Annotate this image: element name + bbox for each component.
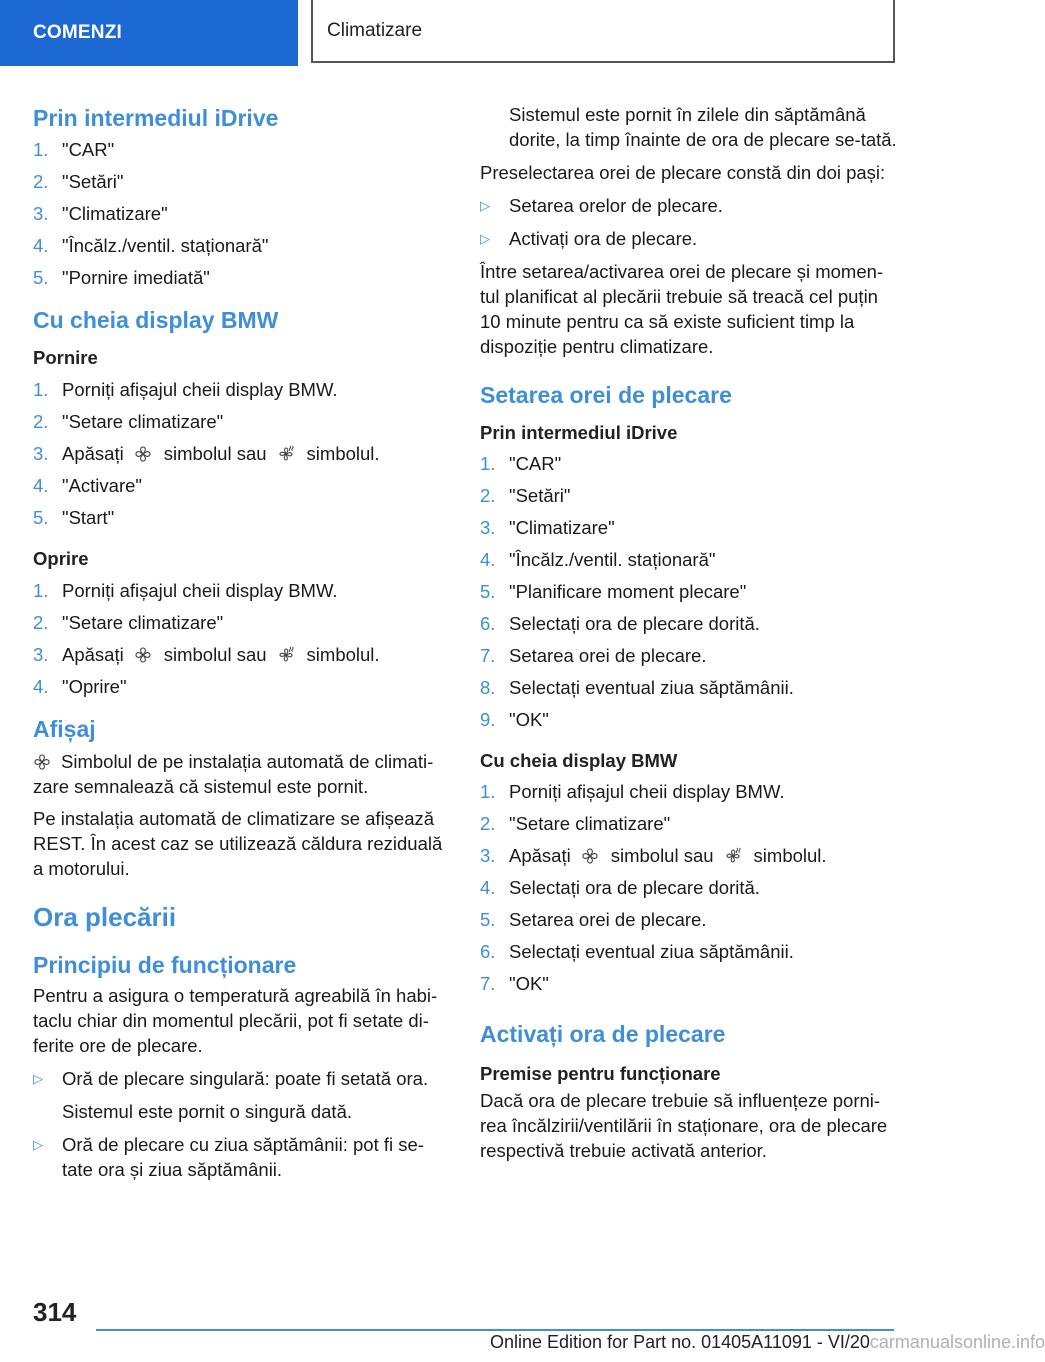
list-item: 2. "Setare climatizare"	[480, 813, 671, 834]
prereq-paragraph: Dacă ora de plecare trebuie să influențeze porni-rea încălzirii/ventilării în staționare, ora de plecare respectivă trebuie activată anterior.	[480, 1090, 888, 1161]
list-item: ▷ Setarea orelor de plecare.	[480, 195, 723, 216]
display-paragraph-1: Simbolul de pe instalația automată de climati-zare semnalează că sistemul este pornit.	[33, 751, 434, 797]
list-item: 4. "Încălz./ventil. staționară"	[480, 549, 716, 570]
list-item: 1. "CAR"	[480, 453, 562, 474]
list-item: 3. Apăsați simbolul sau simbolul.	[33, 644, 380, 665]
bullet-sub-paragraph: Sistemul este pornit o singură dată.	[62, 1101, 352, 1122]
right-column	[480, 102, 900, 1163]
stop-steps-list	[33, 575, 451, 703]
principle-heading: Principiu de funcționare	[33, 952, 297, 978]
preselect-paragraph: Preselectarea orei de plecare constă din doi pași:	[480, 162, 886, 183]
key-subheading: Cu cheia display BMW	[480, 750, 678, 771]
activate-heading: Activați ora de plecare	[480, 1021, 726, 1047]
page-number: 314	[33, 1297, 77, 1327]
chapter-title: Climatizare	[311, 0, 895, 63]
list-item: 5. "Pornire imediată"	[33, 267, 210, 288]
continuation-paragraph: Sistemul este pornit în zilele din săptămână dorite, la timp înainte de ora de plecare se-tată.	[509, 104, 897, 150]
footer-divider	[96, 1329, 894, 1331]
list-item: 2. "Setare climatizare"	[33, 612, 224, 633]
list-item: 1. Porniți afișajul cheii display BMW.	[480, 781, 785, 802]
list-item: ▷ Activați ora de plecare.	[480, 228, 698, 249]
watermark: carmanualsonline.info	[869, 1332, 1045, 1352]
display-paragraph-2: Pe instalația automată de climatizare se afișează REST. În acest caz se utilizează căldura reziduală a motorului.	[33, 808, 443, 879]
set-departure-heading: Setarea orei de plecare	[480, 382, 732, 408]
list-item: 4. "Activare"	[33, 475, 142, 496]
fan-icon	[134, 445, 152, 463]
list-item: 2. "Setări"	[480, 485, 571, 506]
fan-icon	[581, 847, 599, 865]
page-header	[0, 0, 960, 66]
start-steps-list	[33, 374, 451, 534]
triangle-bullet-icon: ▷	[480, 198, 490, 213]
departure-heading: Ora plecării	[33, 902, 177, 932]
fan-icon	[134, 646, 152, 664]
list-item: 5. "Start"	[33, 507, 115, 528]
list-item: 6. Selectați ora de plecare dorită.	[480, 613, 760, 634]
list-item: 4. "Oprire"	[33, 676, 127, 697]
list-item: 5. "Planificare moment plecare"	[480, 581, 747, 602]
list-item: 2. "Setări"	[33, 171, 124, 192]
set-key-steps-list	[480, 776, 900, 1000]
fan-heat-icon	[724, 847, 742, 865]
departure-types-list-2	[33, 1132, 451, 1182]
list-item: 1. "CAR"	[33, 139, 115, 160]
principle-paragraph: Pentru a asigura o temperatură agreabilă în habi-taclu chiar din momentul plecării, pot fi setate di-ferite ore de plecare.	[33, 985, 438, 1056]
footer-edition: Online Edition for Part no. 01405A11091 - VI/20carmanualsonline.info	[490, 1332, 1045, 1352]
display-heading: Afișaj	[33, 716, 96, 742]
list-item: ▷ Oră de plecare singulară: poate fi setată ora.	[33, 1068, 429, 1089]
list-item: 1. Porniți afișajul cheii display BMW.	[33, 580, 338, 601]
list-item: 7. Setarea orei de plecare.	[480, 645, 707, 666]
fan-heat-icon	[277, 445, 295, 463]
departure-types-list	[33, 1066, 451, 1091]
list-item: 3. Apăsați simbolul sau simbolul.	[33, 443, 380, 464]
fan-heat-icon	[277, 646, 295, 664]
set-idrive-steps-list	[480, 448, 900, 736]
key-heading: Cu cheia display BMW	[33, 307, 279, 333]
idrive-subheading: Prin intermediul iDrive	[480, 422, 678, 443]
preselect-steps-list	[480, 193, 900, 251]
list-item: 3. Apăsați simbolul sau simbolul.	[480, 845, 827, 866]
triangle-bullet-icon: ▷	[33, 1071, 43, 1086]
list-item: 6. Selectați eventual ziua săptămânii.	[480, 941, 794, 962]
list-item: 2. "Setare climatizare"	[33, 411, 224, 432]
between-paragraph: Între setarea/activarea orei de plecare și momen-tul planificat al plecării trebuie să treacă cel puțin 10 minute pentru ca să existe suficient timp la dispoziție pentru climatizare.	[480, 261, 884, 357]
list-item: 7. "OK"	[480, 973, 549, 994]
list-item: 8. Selectați eventual ziua săptămânii.	[480, 677, 794, 698]
section-label: COMENZI	[0, 0, 298, 66]
list-item: 5. Setarea orei de plecare.	[480, 909, 707, 930]
list-item: 3. "Climatizare"	[33, 203, 168, 224]
list-item: ▷ Oră de plecare cu ziua săptămânii: pot fi se-tate ora și ziua săptămânii.	[33, 1134, 424, 1180]
idrive-heading: Prin intermediul iDrive	[33, 105, 279, 131]
list-item: 9. "OK"	[480, 709, 549, 730]
list-item: 4. Selectați ora de plecare dorită.	[480, 877, 760, 898]
idrive-steps-list	[33, 134, 451, 294]
left-column	[33, 102, 451, 1182]
triangle-bullet-icon: ▷	[33, 1137, 43, 1152]
start-heading: Pornire	[33, 347, 98, 368]
list-item: 3. "Climatizare"	[480, 517, 615, 538]
list-item: 1. Porniți afișajul cheii display BMW.	[33, 379, 338, 400]
stop-heading: Oprire	[33, 548, 89, 569]
fan-icon	[33, 753, 51, 771]
list-item: 4. "Încălz./ventil. staționară"	[33, 235, 269, 256]
triangle-bullet-icon: ▷	[480, 231, 490, 246]
prereq-subheading: Premise pentru funcționare	[480, 1063, 721, 1084]
